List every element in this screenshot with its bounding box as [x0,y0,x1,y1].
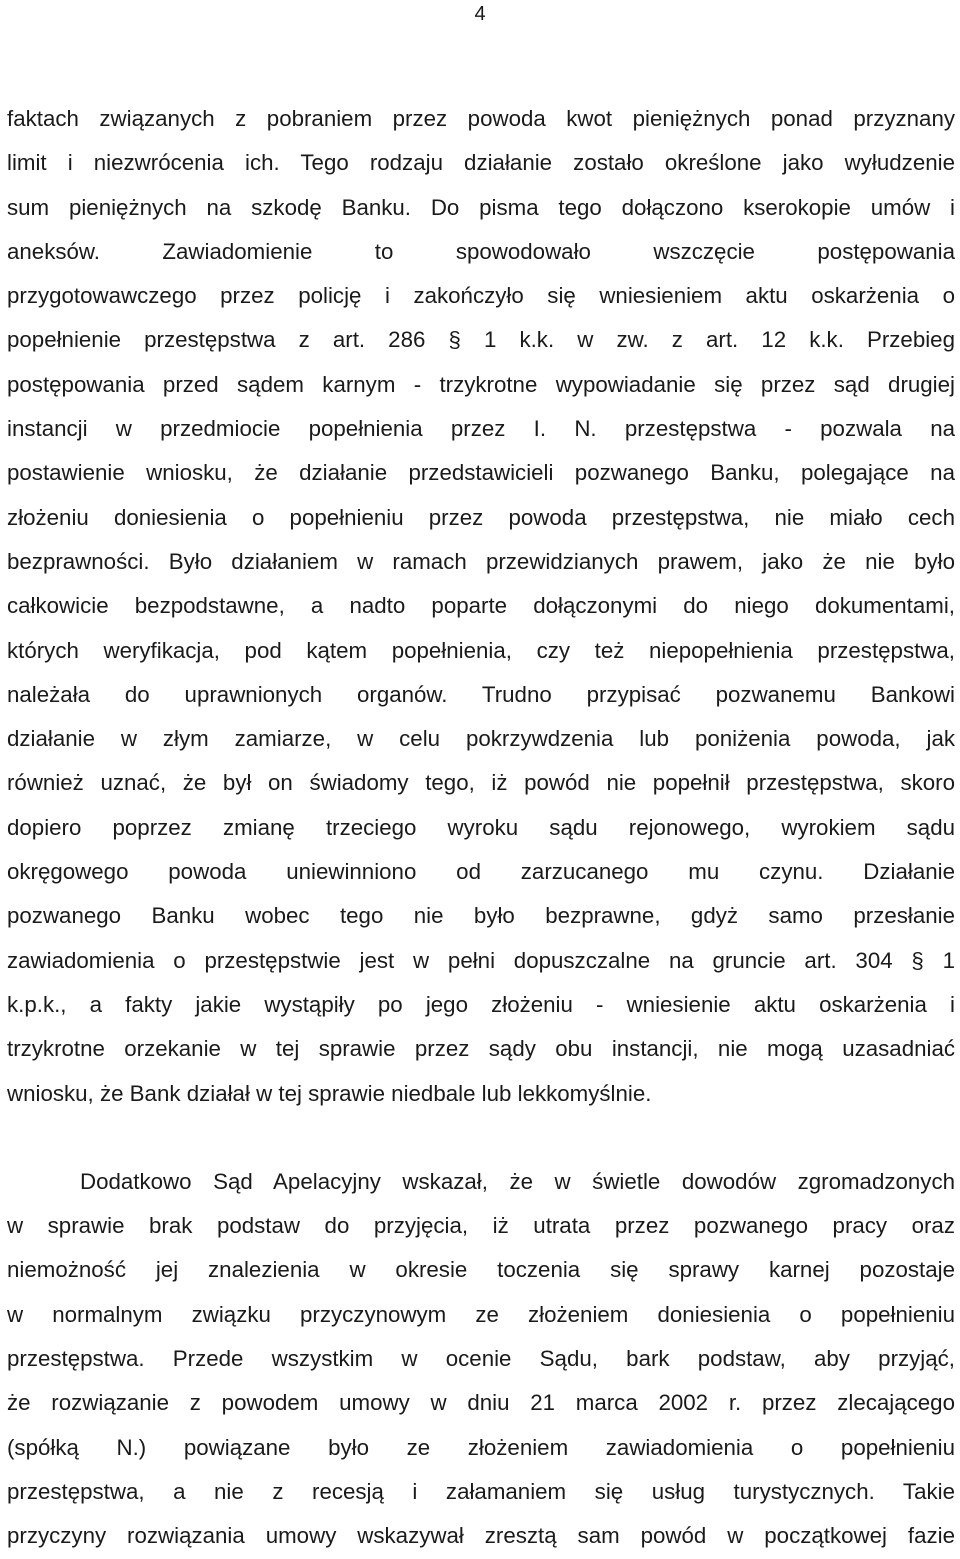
text-line: przestępstwa, a nie z recesją i załamaniem się usług turystycznych. Takie [7,1478,955,1504]
page-number: 4 [474,3,486,25]
text-line: również uznać, że był on świadomy tego, iż powód nie popełnił przestępstwa, skoro [7,770,955,796]
text-line: sum pieniężnych na szkodę Banku. Do pisma tego dołączono kserokopie umów i [7,194,955,220]
text-line: w sprawie brak podstaw do przyjęcia, iż utrata przez pozwanego pracy oraz [7,1213,955,1239]
text-line: pozwanego Banku wobec tego nie było bezprawne, gdyż samo przesłanie [7,903,955,929]
text-line: limit i niezwrócenia ich. Tego rodzaju działanie zostało określone jako wyłudzenie [7,150,955,176]
text-line: całkowicie bezpodstawne, a nadto poparte dołączonymi do niego dokumentami, [7,593,955,619]
text-line: trzykrotne orzekanie w tej sprawie przez sądy obu instancji, nie mogą uzasadniać [7,1036,955,1062]
text-line: okręgowego powoda uniewinniono od zarzucanego mu czynu. Działanie [7,859,955,885]
text-line: których weryfikacja, pod kątem popełnienia, czy też niepopełnienia przestępstwa, [7,637,955,663]
text-line: instancji w przedmiocie popełnienia przez I. N. przestępstwa - pozwala na [7,416,955,442]
text-line: że rozwiązanie z powodem umowy w dniu 21 marca 2002 r. przez zlecającego [7,1390,955,1416]
text-line: przyczyny rozwiązania umowy wskazywał zresztą sam powód w początkowej fazie [7,1523,955,1549]
text-line: zawiadomienia o przestępstwie jest w pełni dopuszczalne na gruncie art. 304 § 1 [7,947,955,973]
paragraph-gap [7,1116,955,1160]
text-line: faktach związanych z pobraniem przez powoda kwot pieniężnych ponad przyznany [7,106,955,131]
text-line: przestępstwa. Przede wszystkim w ocenie Sądu, bark podstaw, aby przyjąć, [7,1346,955,1372]
text-line: złożeniu doniesienia o popełnieniu przez powoda przestępstwa, nie miało cech [7,504,955,530]
text-line: działanie w złym zamiarze, w celu pokrzywdzenia lub poniżenia powoda, jak [7,726,955,752]
text-line: należała do uprawnionych organów. Trudno przypisać pozwanemu Bankowi [7,681,955,707]
text-line: dopiero poprzez zmianę trzeciego wyroku sądu rejonowego, wyrokiem sądu [7,814,955,840]
text-line: wniosku, że Bank działał w tej sprawie niedbale lub lekkomyślnie. [7,1080,652,1106]
text-line: Dodatkowo Sąd Apelacyjny wskazał, że w świetle dowodów zgromadzonych [80,1168,955,1194]
text-line: w normalnym związku przyczynowym ze złożeniem doniesienia o popełnieniu [7,1301,955,1327]
text-line: niemożność jej znalezienia w okresie toczenia się sprawy karnej pozostaje [7,1257,955,1283]
paragraph [7,97,955,1116]
text-line: aneksów. Zawiadomienie to spowodowało wszczęcie postępowania [7,238,955,264]
text-line: postawienie wniosku, że działanie przedstawicieli pozwanego Banku, polegające na [7,460,955,486]
text-line: przygotowawczego przez policję i zakończyło się wniesieniem aktu oskarżenia o [7,283,955,309]
text-line: (spółką N.) powiązane było ze złożeniem zawiadomienia o popełnieniu [7,1434,955,1460]
text-line: popełnienie przestępstwa z art. 286 § 1 k.k. w zw. z art. 12 k.k. Przebieg [7,327,955,353]
document-body [7,97,955,1559]
paragraph [7,1160,955,1559]
text-line: k.p.k., a fakty jakie wystąpiły po jego złożeniu - wniesienie aktu oskarżenia i [7,991,955,1017]
text-line: bezprawności. Było działaniem w ramach przewidzianych prawem, jako że nie było [7,548,955,574]
text-line: postępowania przed sądem karnym - trzykrotne wypowiadanie się przez sąd drugiej [7,371,955,397]
